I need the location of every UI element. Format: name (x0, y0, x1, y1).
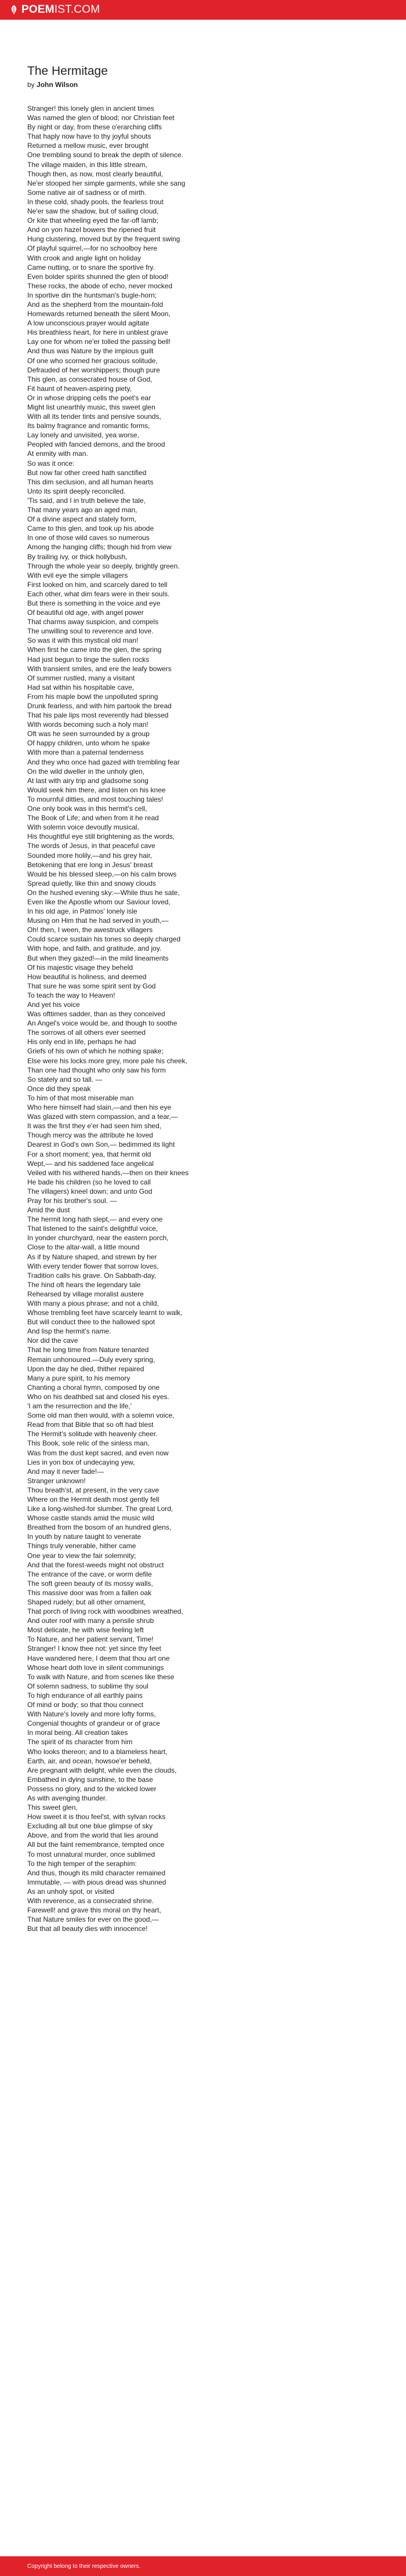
poem-line: By trailing ivy, or thick hollybush, (27, 552, 128, 561)
poem-line: But now far other creed hath sanctified (27, 468, 147, 477)
poem-line: At enmity with man. (27, 450, 88, 458)
poem-line: Tradition calls his grave. On Sabbath-day, (27, 1271, 157, 1280)
poem-line: Returned a mellow music, ever brought (27, 142, 148, 150)
poem-line: The entrance of the cave, or worm defile (27, 1570, 152, 1578)
poem-line: And lisp the hermit's name. (27, 1327, 111, 1336)
poem-line: And yet his voice (27, 1001, 80, 1009)
poem-line: Remain unhonoured.—Duly every spring, (27, 1355, 155, 1364)
poem-line: As with avenging thunder. (27, 1794, 107, 1802)
poem-line: The Book of Life; and when from it he read (27, 814, 159, 823)
poem-line: One year to view the fair solemnity; (27, 1551, 136, 1560)
poem-line: His breathless heart, for here in unblest grave (27, 328, 168, 337)
poem-line: Many a pure spirit, to his memory (27, 1374, 130, 1382)
poem-line: Of mind or body; so that thou connect (27, 1701, 144, 1709)
poem-line: Of his majestic visage they beheld (27, 963, 133, 972)
poem-line: Than one had thought who only saw his form (27, 1066, 166, 1074)
poem-line: The Hermit's solitude with heavenly cheer. (27, 1430, 158, 1439)
poem-line: With solemn voice devoutly musical, (27, 823, 139, 832)
poem-line: Ne'er saw the shadow, but of sailing cloud, (27, 207, 159, 216)
poem-line: Homewards returned beneath the silent Moon, (27, 310, 171, 318)
poem-line: Possess no glory, and to the wicked lower (27, 1784, 157, 1793)
poem-line: Was glazed with stern compassion, and a tear,— (27, 1113, 178, 1121)
poem-line: Dearest in God's own Son,— bedimmed its light (27, 1140, 175, 1149)
poem-line: Stranger! this lonely glen in ancient times (27, 104, 154, 113)
poem-line: Of beautiful old age, with angel power (27, 608, 144, 617)
poem-line: Where on the Hermit death most gently fell (27, 1495, 160, 1503)
poem-line: Oh! then, I ween, the awestruck villagers (27, 926, 153, 934)
brand-bold: POEM (21, 3, 55, 16)
poem-line: That listened to the saint's delightful voice, (27, 1224, 158, 1233)
poem-line: Who here himself had slain,—and then his eye (27, 1103, 172, 1112)
poem-line: Ne'er stooped her simple garments, while she sang (27, 179, 186, 187)
poem-line: When first he came into the glen, the spring (27, 646, 162, 654)
poem-line: Breathed from the bosom of an hundred glens, (27, 1523, 172, 1532)
poem-line: Close to the altar-wall, a little mound (27, 1243, 140, 1252)
poem-article (27, 64, 387, 1933)
poem-line: So was it with this mystical old man! (27, 636, 139, 645)
poem-line: To walk with Nature, and from scenes like these (27, 1672, 175, 1681)
poem-line: The hind oft hears the legendary tale (27, 1280, 141, 1289)
poem-line: 'Tis said, and I in truth believe the tale, (27, 496, 146, 505)
poem-line: It was the first they e'er had seen him shed, (27, 1122, 162, 1131)
poem-line: The hermit long hath slept,— and every one (27, 1215, 163, 1224)
poem-line: Chanting a choral hymn, composed by one (27, 1383, 160, 1392)
poem-line: With all its tender tints and pensive sounds, (27, 412, 161, 421)
copyright-notice: Copyright belong to their respective owners. (27, 2563, 141, 2570)
poem-line: So stately and so tall. — (27, 1075, 103, 1084)
poem-line: Would seek him there, and listen on his knee (27, 785, 166, 794)
poem-line: Its balmy fragrance and romantic forms, (27, 422, 150, 430)
poem-line: To teach the way to Heaven! (27, 991, 115, 999)
poem-line: This massive door was from a fallen oak (27, 1588, 152, 1597)
poem-line: The village maiden, in this little stream, (27, 160, 147, 169)
poem-line: The soft green beauty of its mossy walls, (27, 1579, 153, 1588)
poem-line: Of a divine aspect and stately form, (27, 515, 137, 524)
poem-line: One trembling sound to break the depth of silence. (27, 151, 183, 160)
poem-line: As an unholy spot, or visited (27, 1887, 115, 1896)
poem-line: Some native air of sadness or of mirth. (27, 188, 147, 197)
poem-line: And outer roof with many a pensile shrub (27, 1617, 154, 1625)
poem-line: For a short moment; yea, that hermit old (27, 1150, 151, 1158)
poem-line: That his pale lips most reverently had blessed (27, 711, 169, 720)
poem-line: Betokening that ere long in Jesus' breast (27, 860, 153, 869)
poem-line: Lay lonely and unvisited, yea worse, (27, 431, 139, 440)
site-header (0, 0, 406, 20)
poem-line: Once did they speak (27, 1084, 91, 1093)
poem-line: And as the shepherd from the mountain-fold (27, 300, 164, 309)
poem-line: Even like the Apostle whom our Saviour loved, (27, 897, 171, 906)
poem-line: Peopled with fancied demons, and the brood (27, 440, 165, 449)
poem-line: Like a long-wished-for slumber. The great Lord, (27, 1505, 173, 1513)
poem-line: Pray for his brother's soul. — (27, 1196, 117, 1205)
poem-line: As if by Nature shaped, and strewn by her (27, 1252, 157, 1261)
poem-line: Amid the dust (27, 1206, 70, 1215)
poem-line: Who on his deathbed sat and closed his eyes. (27, 1392, 169, 1401)
poem-line: With many a pious phrase; and not a child, (27, 1299, 159, 1307)
poem-line: Veiled with his withered hands,—then on their knees (27, 1168, 189, 1177)
poem-line: Or in whose dripping cells the poet's ear (27, 393, 151, 402)
poem-line: Each other, what dim fears were in their souls. (27, 589, 170, 598)
poem-line: With Nature's lovely and more lofty forms, (27, 1710, 156, 1719)
poem-line: Thou breath'st, at present, in the very cave (27, 1486, 160, 1494)
poem-line: In his old age, in Patmos' lonely isle (27, 907, 137, 916)
poem-line: In moral being. All creation takes (27, 1729, 128, 1737)
poem-line: Defrauded of her worshippers; though pure (27, 365, 160, 374)
poem-line: But when they gazed!—in the mild lineaments (27, 954, 169, 962)
poem-line: And thus was Nature by the impious guilt (27, 347, 154, 356)
poem-line: Musing on Him that he had served in youth,— (27, 916, 169, 925)
poem-line: Nor did the cave (27, 1336, 78, 1345)
poem-line: Of playful squirrel,—for no schoolboy here (27, 244, 158, 253)
poem-line: With evil eye the simple villagers (27, 571, 128, 579)
poem-line: Whose trembling feet have scarcely learnt to walk, (27, 1309, 183, 1317)
poem-line: But will conduct thee to the hallowed spot (27, 1318, 155, 1327)
poem-line: With every tender flower that sorrow loves, (27, 1262, 159, 1270)
poem-line: Through the whole year so deeply, brightly green. (27, 561, 180, 570)
poem-line: Have wandered here, I deem that thou art one (27, 1654, 170, 1662)
poem-line: How beautiful is holiness, and deemed (27, 972, 147, 981)
poem-line: Above, and from the world that lies around (27, 1831, 158, 1840)
poem-line: Among the hanging cliffs; though hid from view (27, 543, 172, 552)
poem-line: This Book, sole relic of the sinless man, (27, 1439, 150, 1448)
poem-line: Was ofttimes sadder, than as they conceived (27, 1010, 165, 1019)
poem-line: With crook and angle light on holiday (27, 253, 142, 262)
poem-line: An Angel's voice would be, and though to soothe (27, 1019, 177, 1028)
poem-line: Whose heart doth love in silent communings (27, 1663, 164, 1672)
poem-line: This dim seclusion, and all human hearts (27, 477, 154, 486)
poem-line: Griefs of his own of which he nothing spake; (27, 1047, 164, 1056)
poem-line: His only end in life, perhaps he had (27, 1038, 136, 1046)
poem-line: That haply now have to thy joyful shouts (27, 132, 151, 141)
poem-line: Who looks thereon; and to a blameless heart, (27, 1747, 168, 1756)
poem-line: Lies in yon box of undecaying yew, (27, 1458, 135, 1466)
poem-line: 'I am the resurrection and the life,' (27, 1402, 132, 1411)
poem-line: With more than a paternal tenderness (27, 748, 144, 757)
poem-line: Rehearsed by village moralist austere (27, 1289, 144, 1298)
poem-line: With words becoming such a holy man! (27, 720, 148, 729)
poem-line: Some old man then would, with a solemn voice, (27, 1411, 175, 1420)
poem-line: From his maple bowl the unpolluted spring (27, 692, 158, 701)
poem-line: In sportive din the huntsman's bugle-horn; (27, 291, 157, 299)
poem-line: One only book was in this hermit's cell, (27, 805, 147, 813)
poem-line: These rocks, the abode of echo, never mocked (27, 281, 173, 290)
poem-line: Whose castle stands amid the music wild (27, 1514, 154, 1523)
poem-line: In one of those wild caves so numerous (27, 534, 150, 542)
poem-line: Though mercy was the attribute he loved (27, 1131, 153, 1140)
poem-line: At last with airy trip and gladsome song (27, 776, 148, 785)
author-link[interactable]: John Wilson (37, 81, 78, 89)
poem-line: In yonder churchyard, near the eastern porch, (27, 1234, 169, 1242)
poem-line: With transient smiles, and ere the leafy bowers (27, 664, 172, 673)
poem-line: With hope, and faith, and gratitude, and joy. (27, 944, 162, 953)
poem-line: Was named the glen of blood; nor Christian feet (27, 114, 175, 122)
poem-line: Else were his locks more grey, more pale his cheek, (27, 1056, 187, 1065)
poem-line: Had sat within his hospitable cave, (27, 683, 135, 691)
poem-line: Upon the day he died, thither repaired (27, 1364, 144, 1373)
poem-line: On the hushed evening sky:—While thus he sate, (27, 888, 180, 897)
poem-line: And they who once had gazed with trembling fear (27, 758, 180, 766)
poem-body (27, 104, 387, 1933)
poem-line: So was it once: (27, 459, 75, 468)
poem-line: Hung clustering, moved but by the frequent swing (27, 235, 180, 244)
poem-line: The sorrows of all others ever seemed (27, 1028, 146, 1037)
poem-line: That sure he was some spirit sent by God (27, 981, 156, 990)
poem-line: His thoughtful eye still brightening as the words, (27, 832, 175, 841)
byline-prefix: by (27, 81, 35, 89)
brand-name (21, 3, 100, 16)
poem-line: And on yon hazel bowers the ripened fruit (27, 226, 156, 234)
site-footer (0, 2556, 406, 2576)
poem-line: The villagers) kneel down; and unto God (27, 1187, 153, 1195)
poem-line: And may it never fade!— (27, 1467, 104, 1476)
poem-line: Though then, as now, most clearly beautiful, (27, 169, 164, 178)
poem-line: To Nature, and her patient servant, Time! (27, 1635, 154, 1644)
poem-line: To high endurance of all earthly pains (27, 1691, 143, 1700)
poem-line: Drunk fearless, and with him partook the bread (27, 702, 172, 710)
quill-pen-icon (9, 5, 19, 15)
poem-line: By night or day, from these o'erarching cliffs (27, 123, 162, 132)
brand-light: IST.COM (54, 3, 100, 16)
poem-line: To mournful ditties, and most touching tales! (27, 795, 164, 803)
poem-line: Embathed in dying sunshine, to the base (27, 1775, 153, 1784)
poem-line: Would be his blessed sleep,—on his calm brows (27, 869, 177, 878)
poem-line: Farewell! and grave this moral on thy heart, (27, 1906, 161, 1915)
poem-line: Was from the dust kept sacred, and even now (27, 1448, 169, 1457)
poem-line: First looked on him, and scarcely dared to tell (27, 580, 168, 589)
poem-line: This glen, as consecrated house of God, (27, 375, 153, 383)
poem-line: But that all beauty dies with innocence! (27, 1925, 148, 1933)
poem-line: Came nutting, or to snare the sportive fry. (27, 263, 155, 271)
poem-line: Are pregnant with delight, while even the clouds, (27, 1766, 177, 1774)
poem-line: Of one who scorned her gracious solitude, (27, 356, 158, 365)
poem-line: That porch of living rock with woodbines wreathed, (27, 1607, 183, 1616)
poem-line: Earth, air, and ocean, howsoe'er beheld, (27, 1756, 152, 1765)
poem-line: Stranger! I know thee not: yet since thy feet (27, 1644, 161, 1653)
poem-title: The Hermitage (27, 64, 108, 78)
poem-line: Of solemn sadness, to sublime thy soul (27, 1682, 148, 1690)
poem-line: Stranger unknown! (27, 1476, 86, 1485)
poem-line: Even bolder spirits shunned the glen of blood! (27, 272, 169, 281)
poem-line: Most delicate, he with wise feeling left (27, 1626, 144, 1635)
poem-line: The spirit of its character from him (27, 1738, 133, 1747)
poem-line: Oft was he seen surrounded by a group (27, 730, 150, 738)
poem-line: That many years ago an aged man, (27, 506, 137, 515)
poem-line: The unwilling soul to reverence and love. (27, 627, 154, 636)
poem-line: And that the forest-weeds might not obstruct (27, 1560, 164, 1569)
poem-line: In these cold, shady pools, the fearless trout (27, 197, 164, 206)
poem-line: Sounded more holily,—and his grey hair, (27, 851, 153, 860)
poem-line: That he long time from Nature tenanted (27, 1346, 149, 1354)
poem-line: Shaped rudely; but all other ornament, (27, 1598, 146, 1606)
poem-line: Came to this glen, and took up his abode (27, 524, 154, 533)
poem-line: Excluding all but one blue glimpse of sky (27, 1822, 153, 1831)
poem-line: Read from that Bible that so oft had blest (27, 1421, 154, 1429)
poem-line: Spread quietly, like thin and snowy clouds (27, 879, 156, 887)
poem-line: On the wild dweller in the unholy glen, (27, 767, 145, 776)
poem-line: To the high temper of the seraphim: (27, 1859, 137, 1868)
poem-line: Could scarce sustain his tones so deeply charged (27, 935, 181, 944)
poem-line: That charms away suspicion, and compels (27, 618, 159, 626)
poem-line: Fit haunt of heaven-aspiring piety, (27, 384, 132, 393)
poem-line: Or kite that wheeling eyed the far-off lamb; (27, 216, 158, 225)
poem-line: This sweet glen, (27, 1803, 78, 1812)
poem-line: Congenial thoughts of grandeur or of grace (27, 1719, 160, 1728)
poem-line: To him of that most miserable man (27, 1093, 134, 1102)
poem-line: Of summer rustled, many a visitant (27, 673, 135, 682)
poem-line: In youth by nature taught to venerate (27, 1532, 142, 1541)
poem-line: All but the faint remembrance, tempted once (27, 1840, 165, 1849)
poem-line: Might list unearthly music, this sweet glen (27, 403, 155, 411)
poem-line: Wept,— and his saddened face angelical (27, 1159, 154, 1168)
poem-line: That Nature smiles for ever on the good,— (27, 1915, 159, 1924)
poem-line: Lay one for whom ne'er tolled the passing bell! (27, 338, 171, 346)
poem-line: Things truly venerable, hither came (27, 1542, 136, 1550)
poem-line: And thus, though its mild character remained (27, 1868, 166, 1877)
poem-line: Unto its spirit deeply reconciled. (27, 487, 126, 495)
poem-line: With reverence, as a consecrated shrine. (27, 1897, 154, 1905)
poem-line: Had just begun to tinge the sullen rocks (27, 655, 150, 664)
poem-line: Of happy children, unto whom he spake (27, 739, 150, 748)
poem-line: Immutable, — with pious dread was shunned (27, 1878, 166, 1886)
poem-line: To most unnatural murder, once sublimed (27, 1850, 155, 1858)
poem-line: How sweet it is thou feel'st, with sylvan rocks (27, 1813, 166, 1821)
poem-line: The words of Jesus, in that peaceful cave (27, 842, 155, 850)
byline (27, 80, 387, 89)
site-logo[interactable] (9, 3, 100, 16)
poem-line: But there is something in the voice and eye (27, 599, 161, 607)
poem-line: A low unconscious prayer would agitate (27, 319, 150, 328)
poem-line: He bade his children (so he loved to call (27, 1178, 151, 1186)
